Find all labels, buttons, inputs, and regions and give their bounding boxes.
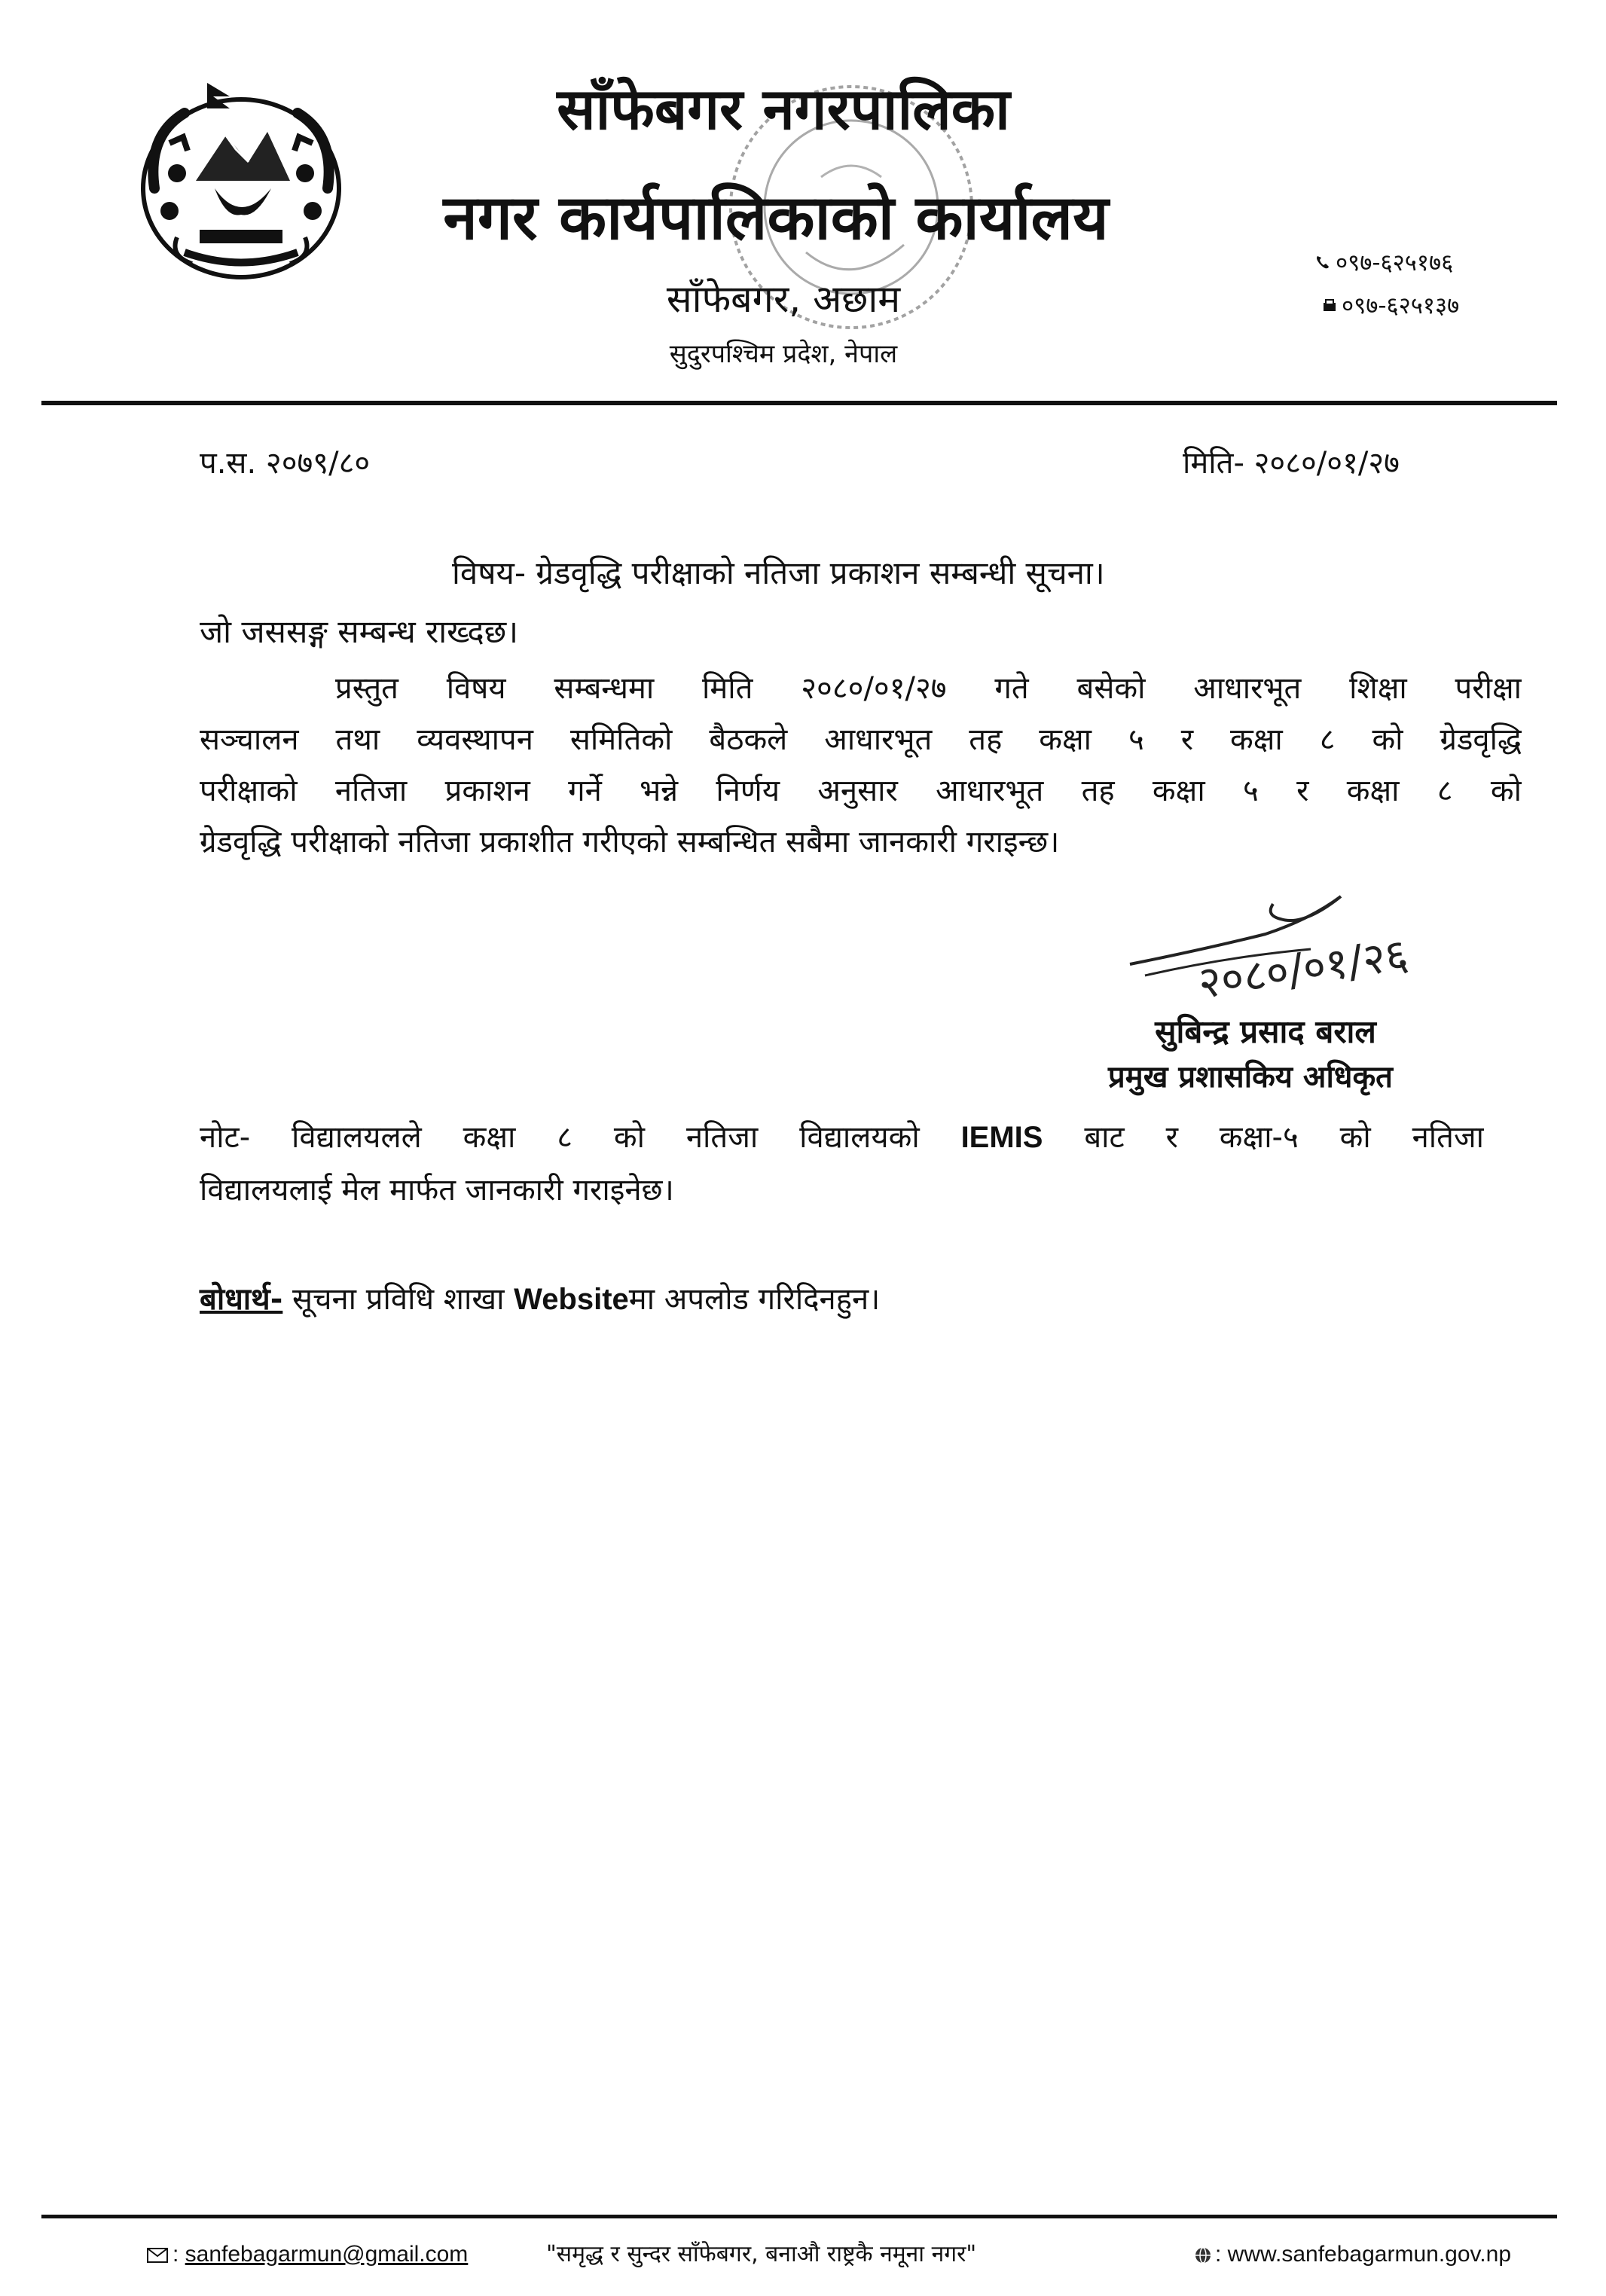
email-icon [147,2248,168,2263]
footer-website: : www.sanfebagarmun.gov.np [1194,2232,1511,2277]
email-address[interactable]: sanfebagarmun@gmail.com [185,2242,469,2267]
reference-number: प.स. २०७९/८० [200,446,371,481]
body-line: परीक्षाको नतिजा प्रकाशन गर्ने भन्ने निर्णय अनुसार आधारभूत तह कक्षा ५ र कक्षा ८ को [200,774,1522,808]
note-system-name: IEMIS [960,1121,1043,1154]
fax-number-text: ०९७-६२५१३७ [1342,292,1460,319]
body-line: ग्रेडवृद्धि परीक्षाको नतिजा प्रकाशीत गरीएको सम्बन्धित सबैमा जानकारी गराइन्छ। [200,825,1060,859]
note-text: बाट र कक्षा-५ को नतिजा [1084,1120,1484,1155]
letter-subject: विषय- ग्रेडवृद्धि परीक्षाको नतिजा प्रकाशन सम्बन्धी सूचना। [452,554,1105,591]
nepal-emblem-icon [124,75,358,286]
office-location: साँफेबगर, अछाम [666,277,901,321]
letter-body [200,663,1522,868]
note-text: नोट- विद्यालयलले कक्षा ८ को नतिजा विद्यालयको [200,1120,920,1155]
note-section [200,1111,1484,1217]
body-line: सञ्चालन तथा व्यवस्थापन समितिको बैठकले आधारभूत तह कक्षा ५ र कक्षा ८ को ग्रेडवृद्धि [200,722,1522,757]
fax-icon [1322,298,1337,313]
header-divider [41,401,1557,405]
office-name: नगर कार्यपालिकाको कार्यालय [443,182,1109,254]
note-line [200,1111,1484,1164]
cc-website-word: Website [514,1283,629,1316]
footer-motto: "समृद्ध र सुन्दर साँफेबगर, बनाऔ राष्ट्रकै नमूना नगर" [546,2241,977,2267]
signatory-title: प्रमुख प्रशासकिय अधिकृत [1108,1060,1393,1095]
letter-date: मिति- २०८०/०१/२७ [1183,446,1400,481]
cc-section [200,1273,880,1326]
letter-salutation: जो जससङ्ग सम्बन्ध राख्दछ। [200,613,519,650]
footer [147,2232,1548,2277]
province-name: सुदुरपश्चिम प्रदेश, नेपाल [669,339,898,369]
cc-text-end: मा अपलोड गरिदिनहुन। [628,1282,881,1317]
signature-date: २०८०/०१/२६ [1195,928,1412,1009]
phone-icon [1314,254,1331,270]
footer-divider [41,2215,1557,2218]
fax-number [1322,288,1459,324]
body-line: प्रस्तुत विषय सम्बन्धमा मिति २०८०/०१/२७ गते बसेको आधारभूत शिक्षा परीक्षा [335,671,1522,706]
phone-number [1314,245,1453,281]
signatory-name: सुबिन्द्र प्रसाद बराल [1155,1013,1376,1050]
globe-icon [1194,2246,1212,2264]
handwritten-signature [1115,874,1446,1024]
cc-text: सूचना प्रविधि शाखा [292,1282,505,1317]
phone-number-text: ०९७-६२५१७६ [1336,249,1454,276]
municipality-name: साँफेबगर नगरपालिका [557,75,1010,142]
website-url[interactable]: www.sanfebagarmun.gov.np [1227,2242,1512,2267]
footer-email: : sanfebagarmun@gmail.com [147,2232,468,2277]
cc-label: बोधार्थ- [200,1282,283,1317]
note-line: विद्यालयलाई मेल मार्फत जानकारी गराइनेछ। [200,1173,674,1208]
